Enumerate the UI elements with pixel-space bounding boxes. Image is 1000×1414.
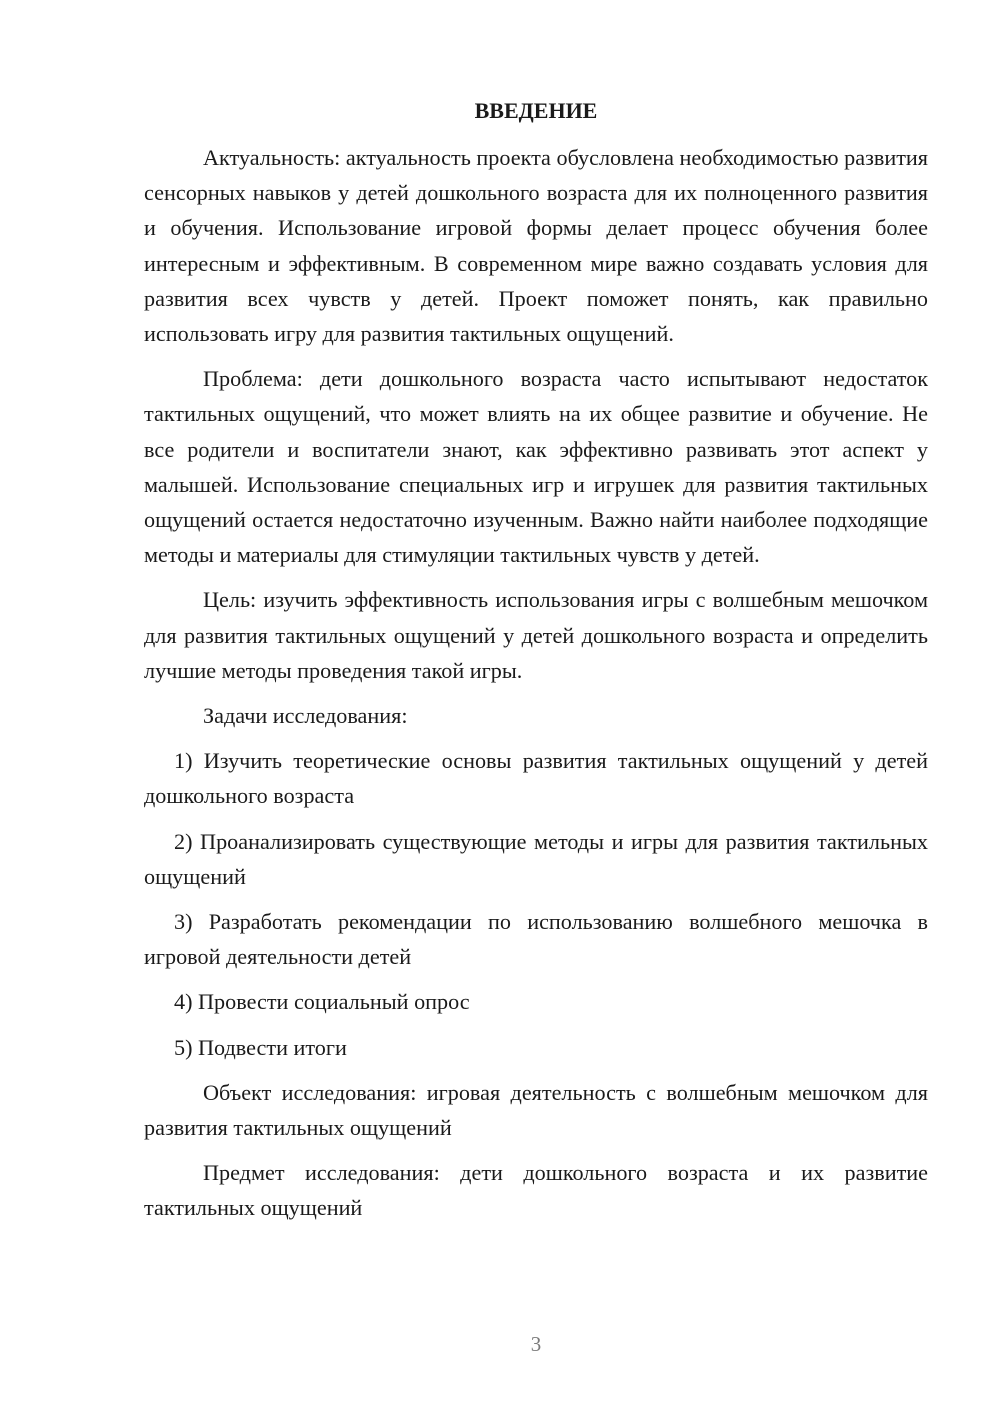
page-title: ВВЕДЕНИЕ: [474, 98, 598, 123]
page-number: 3: [530, 1332, 542, 1356]
subject-paragraph: Предмет исследования: дети дошкольного возраста и их развитие тактильных ощущений: [144, 1160, 928, 1221]
problem-paragraph: Проблема: дети дошкольного возраста часто испытывают недостаток тактильных ощущений, что может влиять на их общее развитие и обучение. Не все родители и воспитатели знают, как эффективно развивать этот аспект у малышей. Использование специальных игр и игрушек для развития тактильных ощущений остается недостаточно изученным. Важно найти наиболее подходящие методы и материалы для стимуляции тактильных чувств у детей.: [144, 366, 928, 568]
task-item-4: 4) Провести социальный опрос: [174, 989, 470, 1015]
goal-paragraph: Цель: изучить эффективность использования игры с волшебным мешочком для развития тактильных ощущений у детей дошкольного возраста и определить лучшие методы проведения такой игры.: [144, 587, 928, 683]
object-paragraph: Объект исследования: игровая деятельность с волшебным мешочком для развития тактильных ощущений: [144, 1079, 928, 1141]
task-item-5: 5) Подвести итоги: [174, 1034, 347, 1060]
task-item-2: 2) Проанализировать существующие методы и игры для развития тактильных ощущений: [144, 828, 928, 889]
tasks-heading: Задачи исследования:: [203, 703, 408, 729]
task-item-3: 3) Разработать рекомендации по использованию волшебного мешочка в игровой деятельности детей: [144, 909, 928, 970]
task-item-1: 1) Изучить теоретические основы развития тактильных ощущений у детей дошкольного возраста: [144, 748, 928, 809]
page-content: [144, 94, 928, 1236]
relevance-paragraph: Актуальность: актуальность проекта обусловлена необходимостью развития сенсорных навыков у детей дошкольного возраста для их полноценного развития и обучения. Использование игровой формы делает процесс обучения более интересным и эффективным. В современном мире важно создавать условия для развития всех чувств у детей. Проект поможет понять, как правильно использовать игру для развития тактильных ощущений.: [144, 145, 928, 347]
